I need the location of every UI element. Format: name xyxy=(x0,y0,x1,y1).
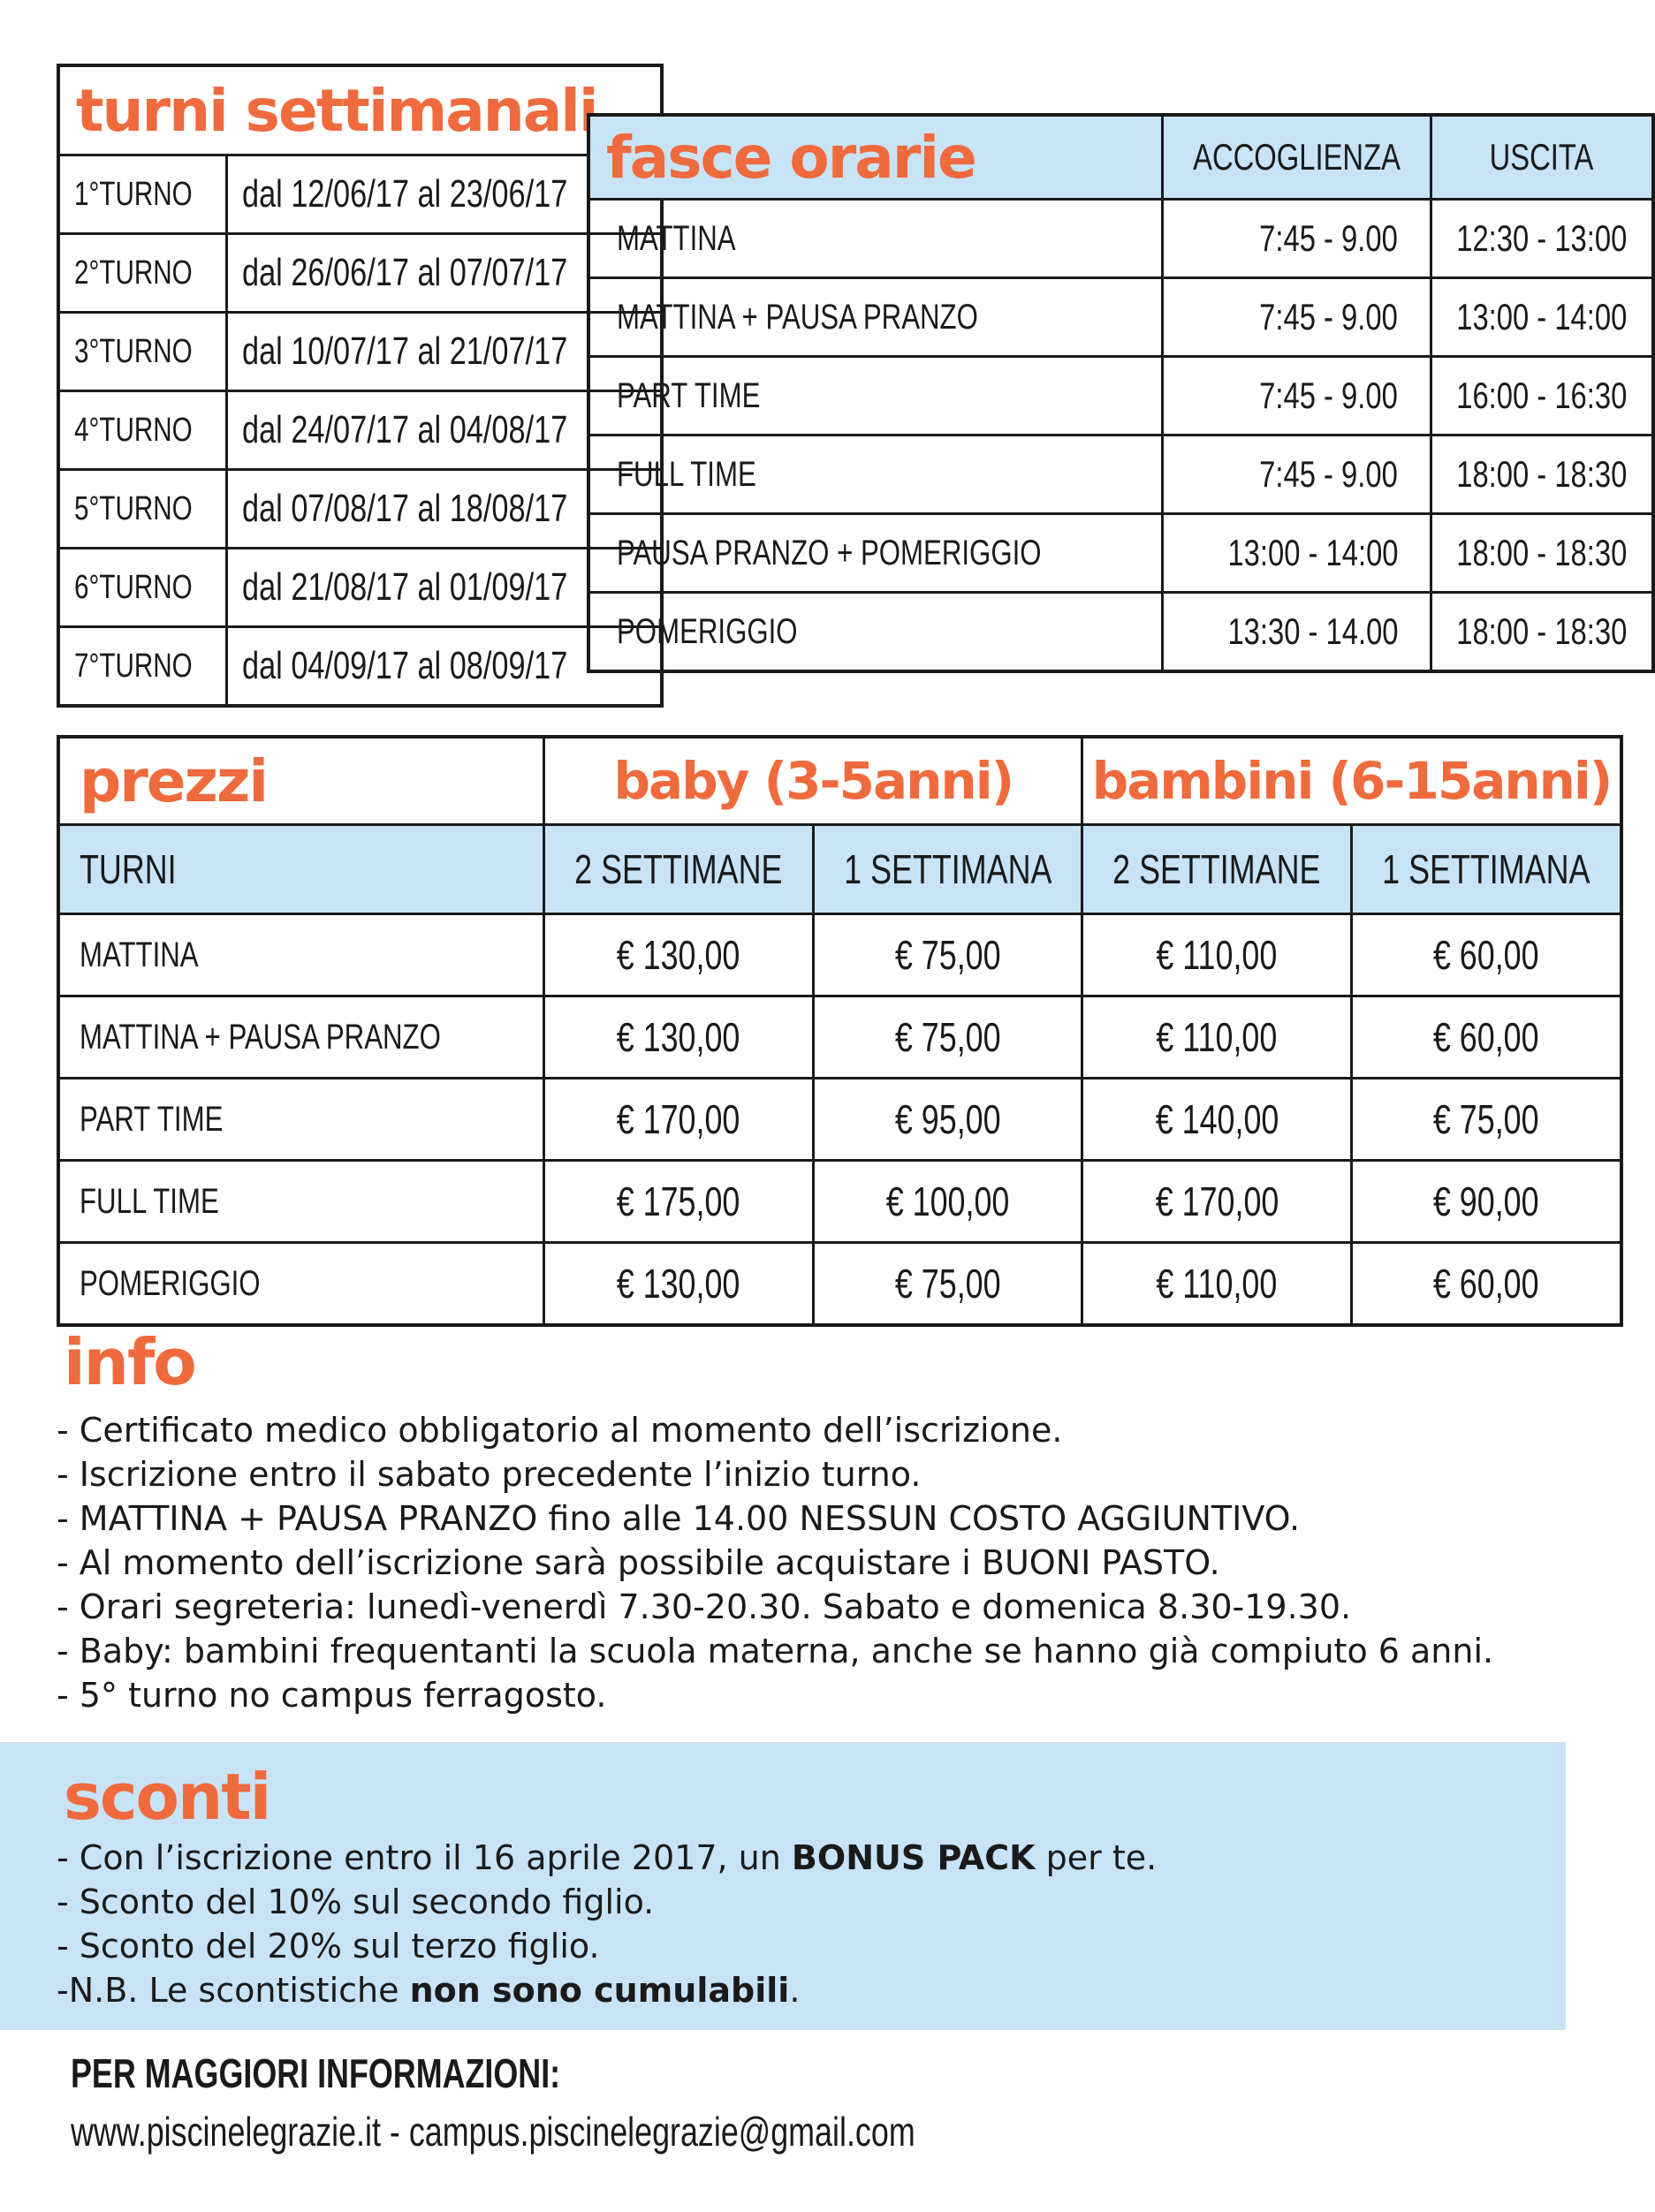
turno-range: dal 21/08/17 al 01/09/17 xyxy=(242,565,568,609)
prezzo-name: FULL TIME xyxy=(80,1181,219,1221)
table-row xyxy=(58,155,662,234)
fascia-uscita: 18:00 - 18:30 xyxy=(1456,453,1628,495)
prezzo-baby-1: € 75,00 xyxy=(894,1261,1001,1307)
prezzo-bambini-2: € 110,00 xyxy=(1156,1261,1278,1307)
group-bambini: bambini (6-15anni) xyxy=(1091,751,1612,811)
info-line: - Certificato medico obbligatorio al momento dell’iscrizione. xyxy=(57,1411,1063,1450)
prezzi-table xyxy=(57,735,1623,1327)
table-row xyxy=(58,914,1621,996)
turno-label: 1°TURNO xyxy=(74,175,193,213)
table-row xyxy=(588,593,1653,672)
sconti-line: - Sconto del 20% sul terzo figlio. xyxy=(57,1927,600,1966)
turno-label: 7°TURNO xyxy=(74,647,193,685)
col-turni: TURNI xyxy=(80,846,177,892)
turno-label: 6°TURNO xyxy=(74,568,193,606)
prezzo-bambini-1: € 60,00 xyxy=(1432,1014,1539,1060)
col-accoglienza: ACCOGLIENZA xyxy=(1193,136,1401,178)
footer-heading-text: PER MAGGIORI INFORMAZIONI: xyxy=(71,2050,561,2096)
prezzo-name: MATTINA xyxy=(80,935,199,974)
table-row xyxy=(58,1161,1621,1243)
prezzo-bambini-2: € 110,00 xyxy=(1156,932,1278,978)
footer-heading xyxy=(71,2049,698,2097)
turno-label: 5°TURNO xyxy=(74,489,193,527)
turno-label: 2°TURNO xyxy=(74,254,193,292)
table-row xyxy=(588,436,1653,514)
turno-range: dal 04/09/17 al 08/09/17 xyxy=(242,644,568,687)
sconti-panel xyxy=(0,1742,1566,2030)
fascia-name: MATTINA + PAUSA PRANZO xyxy=(617,297,978,337)
prezzo-baby-1: € 95,00 xyxy=(894,1096,1001,1142)
table-row xyxy=(588,357,1653,436)
sconti-line4-end: . xyxy=(789,1971,801,2010)
info-list xyxy=(57,1408,1493,1717)
fascia-uscita: 13:00 - 14:00 xyxy=(1456,296,1628,337)
fascia-name: PAUSA PRANZO + POMERIGGIO xyxy=(617,533,1042,572)
prezzo-bambini-1: € 60,00 xyxy=(1432,932,1539,978)
sconti-title: sconti xyxy=(64,1760,270,1834)
info-line: - 5° turno no campus ferragosto. xyxy=(57,1676,607,1715)
sconti-line4-text: -N.B. Le scontistiche xyxy=(57,1971,410,2010)
group-baby: baby (3-5anni) xyxy=(613,751,1013,811)
fascia-accoglienza: 7:45 - 9.00 xyxy=(1259,296,1399,337)
prezzo-bambini-1: € 60,00 xyxy=(1432,1261,1539,1307)
info-line: - Al momento dell’iscrizione sarà possibile acquistare i BUONI PASTO. xyxy=(57,1543,1220,1582)
sconti-line xyxy=(57,1968,1157,2012)
col-bambini-2-settimane: 2 SETTIMANE xyxy=(1112,846,1321,892)
table-row xyxy=(58,1243,1621,1326)
info-line: - MATTINA + PAUSA PRANZO fino alle 14.00 NESSUN COSTO AGGIUNTIVO. xyxy=(57,1499,1301,1538)
turno-range: dal 12/06/17 al 23/06/17 xyxy=(242,172,568,216)
footer-contacts xyxy=(71,2108,1153,2155)
fascia-accoglienza: 7:45 - 9.00 xyxy=(1259,217,1399,259)
fascia-accoglienza: 13:00 - 14:00 xyxy=(1227,532,1399,573)
footer-contacts-text: www.piscinelegrazie.it - campus.piscinelegrazie@gmail.com xyxy=(71,2109,915,2155)
turni-table xyxy=(57,64,664,708)
fascia-name: FULL TIME xyxy=(617,454,756,494)
info-title: info xyxy=(64,1325,195,1399)
table-row xyxy=(58,1079,1621,1161)
prezzo-bambini-1: € 75,00 xyxy=(1432,1096,1539,1142)
prezzo-baby-1: € 75,00 xyxy=(894,932,1001,978)
prezzo-baby-2: € 130,00 xyxy=(617,1261,740,1307)
fascia-accoglienza: 13:30 - 14.00 xyxy=(1227,610,1399,652)
prezzo-bambini-2: € 170,00 xyxy=(1155,1178,1279,1224)
table-row xyxy=(58,549,662,627)
table-row xyxy=(58,234,662,313)
fasce-table xyxy=(587,113,1655,673)
turno-range: dal 10/07/17 al 21/07/17 xyxy=(242,330,568,373)
non-cumulabili-label: non sono cumulabili xyxy=(409,1971,790,2010)
table-row xyxy=(588,514,1653,593)
fascia-name: MATTINA xyxy=(617,218,736,258)
fascia-name: PART TIME xyxy=(617,375,761,415)
prezzo-name: MATTINA + PAUSA PRANZO xyxy=(80,1017,441,1057)
prezzo-baby-2: € 175,00 xyxy=(617,1178,740,1224)
sconti-line xyxy=(57,1836,1157,1880)
prezzo-baby-2: € 170,00 xyxy=(617,1096,740,1142)
table-row xyxy=(58,313,662,391)
prezzo-bambini-1: € 90,00 xyxy=(1432,1178,1539,1224)
turno-label: 3°TURNO xyxy=(74,332,193,370)
table-row xyxy=(588,278,1653,357)
prezzo-baby-2: € 130,00 xyxy=(617,932,740,978)
fascia-uscita: 12:30 - 13:00 xyxy=(1456,217,1628,259)
fascia-name: POMERIGGIO xyxy=(617,611,798,651)
table-row xyxy=(588,200,1653,278)
table-row xyxy=(58,391,662,470)
turni-title: turni settimanali xyxy=(76,76,597,145)
turno-range: dal 26/06/17 al 07/07/17 xyxy=(242,251,568,294)
col-baby-1-settimana: 1 SETTIMANA xyxy=(843,846,1052,892)
info-line: - Baby: bambini frequentanti la scuola materna, anche se hanno già compiuto 6 anni. xyxy=(57,1632,1494,1670)
col-bambini-1-settimana: 1 SETTIMANA xyxy=(1382,846,1590,892)
fascia-accoglienza: 7:45 - 9.00 xyxy=(1259,453,1399,495)
prezzi-title: prezzi xyxy=(80,746,268,815)
sconti-list xyxy=(57,1836,1157,2012)
fascia-accoglienza: 7:45 - 9.00 xyxy=(1259,375,1399,416)
prezzo-baby-1: € 75,00 xyxy=(894,1014,1001,1060)
prezzo-name: PART TIME xyxy=(80,1099,224,1139)
table-row xyxy=(58,627,662,707)
fasce-title: fasce orarie xyxy=(606,123,976,192)
fascia-uscita: 18:00 - 18:30 xyxy=(1456,610,1628,652)
fascia-uscita: 18:00 - 18:30 xyxy=(1456,532,1628,573)
prezzo-name: POMERIGGIO xyxy=(80,1263,261,1303)
col-uscita: USCITA xyxy=(1490,136,1594,178)
sconti-line1-end: per te. xyxy=(1035,1838,1158,1877)
prezzo-baby-1: € 100,00 xyxy=(885,1178,1010,1224)
col-baby-2-settimane: 2 SETTIMANE xyxy=(574,846,783,892)
prezzo-baby-2: € 130,00 xyxy=(617,1014,740,1060)
turno-range: dal 07/08/17 al 18/08/17 xyxy=(242,487,568,530)
sconti-line: - Sconto del 10% sul secondo figlio. xyxy=(57,1882,655,1921)
turno-label: 4°TURNO xyxy=(74,411,193,449)
table-row xyxy=(58,470,662,549)
info-line: - Iscrizione entro il sabato precedente l’inizio turno. xyxy=(57,1455,922,1494)
info-line: - Orari segreteria: lunedì-venerdì 7.30-20.30. Sabato e domenica 8.30-19.30. xyxy=(57,1587,1352,1626)
prezzo-bambini-2: € 140,00 xyxy=(1155,1096,1279,1142)
sconti-line1-text: - Con l’iscrizione entro il 16 aprile 2017, un xyxy=(57,1838,792,1877)
turno-range: dal 24/07/17 al 04/08/17 xyxy=(242,408,568,451)
table-row xyxy=(58,996,1621,1079)
prezzo-bambini-2: € 110,00 xyxy=(1156,1014,1278,1060)
bonus-pack-label: BONUS PACK xyxy=(791,1838,1036,1877)
fascia-uscita: 16:00 - 16:30 xyxy=(1456,375,1628,416)
